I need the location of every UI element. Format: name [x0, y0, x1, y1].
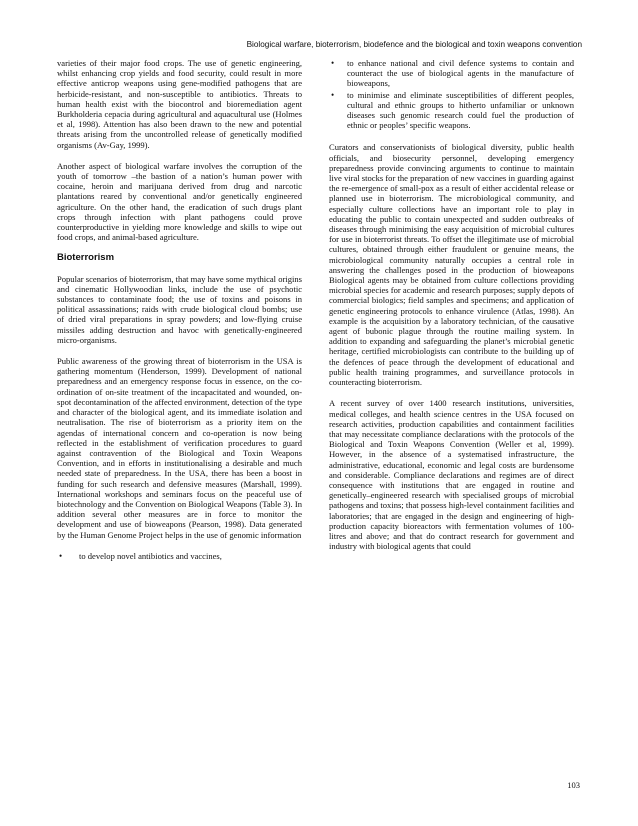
page-number: 103	[567, 780, 580, 790]
bullet-item	[57, 551, 302, 561]
section-heading: Bioterrorism	[57, 252, 115, 264]
paragraph: Public awareness of the growing threat of bioterrorism in the USA is gathering momentum (Henderson, 1999). Development of national preparedness and an emergency response focus in essence, on the co-ordination of on-site treatment of the incapacitated and wounded, on-spot decontamination of the affected environment, detection of the type and character of the biological agent, and its immediate isolation and neutralisation. The rise of bioterrorism as a priority item on the agendas of international concern and co-operation is now being reflected in the establishment of verification procedures to guard against contravention of the Biological and Toxin Weapons Convention, and in efforts in institutionalising a desirable and much needed state of preparedness. In the USA, there has been a boost in funding for such research and defensive measures (Marshall, 1999). International workshops and seminars focus on the peaceful use of biotechnology and the Convention on Biological Weapons (Table 3). In addition several other measures are in force to monitor the development and use of bioweapons (Pearson, 1998). Data generated by the Human Genome Project helps in the use of genomic information	[57, 356, 302, 540]
bullet-text: to enhance national and civil defence systems to contain and counteract the use of biological agents in the manufacture of bioweapons,	[347, 58, 574, 89]
right-column	[329, 58, 574, 551]
bullet-icon: •	[59, 550, 63, 561]
bullet-list	[329, 58, 574, 130]
left-column	[57, 58, 302, 562]
bullet-icon: •	[331, 89, 335, 100]
bullet-item	[329, 90, 574, 131]
paragraph: Popular scenarios of bioterrorism, that may have some mythical origins and cinematic Hollywoodian links, include the use of psychotic substances to contaminate food; the use of toxins and poisons in political assassinations; raids with crude biological cloud bombs; use of dried viral preparations in spray powders; and low-flying cruise missiles adding destruction and havoc with genetically-engineered micro-organisms.	[57, 273, 302, 345]
bullet-text: to minimise and eliminate susceptibilities of different peoples, cultural and ethnic groups to hitherto unfamiliar or unknown diseases such genomic research could fuel the production of ethnic or peoples’ specific weapons.	[347, 89, 574, 131]
paragraph: Curators and conservationists of biological diversity, public health officials, and biosecurity personnel, developing emergency preparedness provide convincing arguments to continue to maintain live viral stocks for the preparation of new vaccines in guarding against the re-emergence of small-pox as a result of either accidental release or planned use in bioterrorism. The microbiological community, and especially culture collections have an important role to play in educating the public to contain unexpected and sudden outbreaks of diseases through minimising the easy acquisition of microbial cultures for use in bioterrorist threats. To offset the illegitimate use of microbial cultures, obtained through either fraudulent or genuine means, the microbiological community naturally occupies a central role in answering the challenges posed in the production of bioweapons Biological agents may be obtained from culture collections providing microbial species for academic and research purposes; supply depots of commercial biologics; field samples and specimens; and application of genetic engineering protocols to enhance virulence (Atlas, 1998). An example is the acquisition by a laboratory technician, of the causative agent of bubonic plague through the routine mailing system. In addition to expanding and safeguarding the planet’s microbial genetic heritage, certified microbiologists can contribute to the building up of the defences of peace through the development of educational and public health training programmes, and surveillance protocols in counteracting bioterrorism.	[329, 142, 574, 388]
bullet-text: to develop novel antibiotics and vaccines,	[79, 550, 222, 561]
paragraph: Another aspect of biological warfare involves the corruption of the youth of tomorrow –the bastion of a nation’s human power with cocaine, heroin and marijuana derived from drug and narcotic plantations reared by conventional and/or genetically engineered agriculture. On the other hand, the eradication of such drugs plant crops through infection with plant pathogens could prove counterproductive in yielding more knowledge and skills to wipe out food crops, and animal-based agriculture.	[57, 160, 302, 243]
paragraph: varieties of their major food crops. The use of genetic engineering, whilst enhancing crop yields and food security, could result in more effective anticrop weapons using gene-modified pathogens that are herbicide-resistant, and non-susceptible to antibiotics. Threats to human health exist with the biocontrol and bioremediation agent Burkholderia cepacia during agricultural and aquacultural use (Holmes et al, 1998). Attention has also been drawn to the new and potential threats arising from the uncontrolled release of genetically modified organisms (Av-Gay, 1999).	[57, 58, 302, 150]
bullet-list	[57, 551, 302, 561]
paragraph: A recent survey of over 1400 research institutions, universities, medical colleges, and health science centres in the USA focused on research activities, production capabilities and containment facilities that may necessitate compliance declarations with the protocols of the Biological and Toxin Weapons Convention (Weller et al, 1999). However, in the absence of a systematised infrastructure, the administrative, educational, economic and legal costs are burdensome and considerable. Compliance declarations and regimes are of direct consequence with institutions that are engaged in routine and genetically–engineered research with specialised groups of microbial pathogens and toxins; that possess high-level containment facilities and laboratories; that are engaged in the design and engineering of high-production capacity bioreactors with fermentation volumes of 100-litres and above; and that do contract research for government and industry with biological agents that could	[329, 398, 574, 552]
bullet-item	[329, 58, 574, 89]
bullet-icon: •	[331, 58, 335, 68]
running-header: Biological warfare, bioterrorism, biodefence and the biological and toxin weapons convention	[246, 40, 582, 49]
